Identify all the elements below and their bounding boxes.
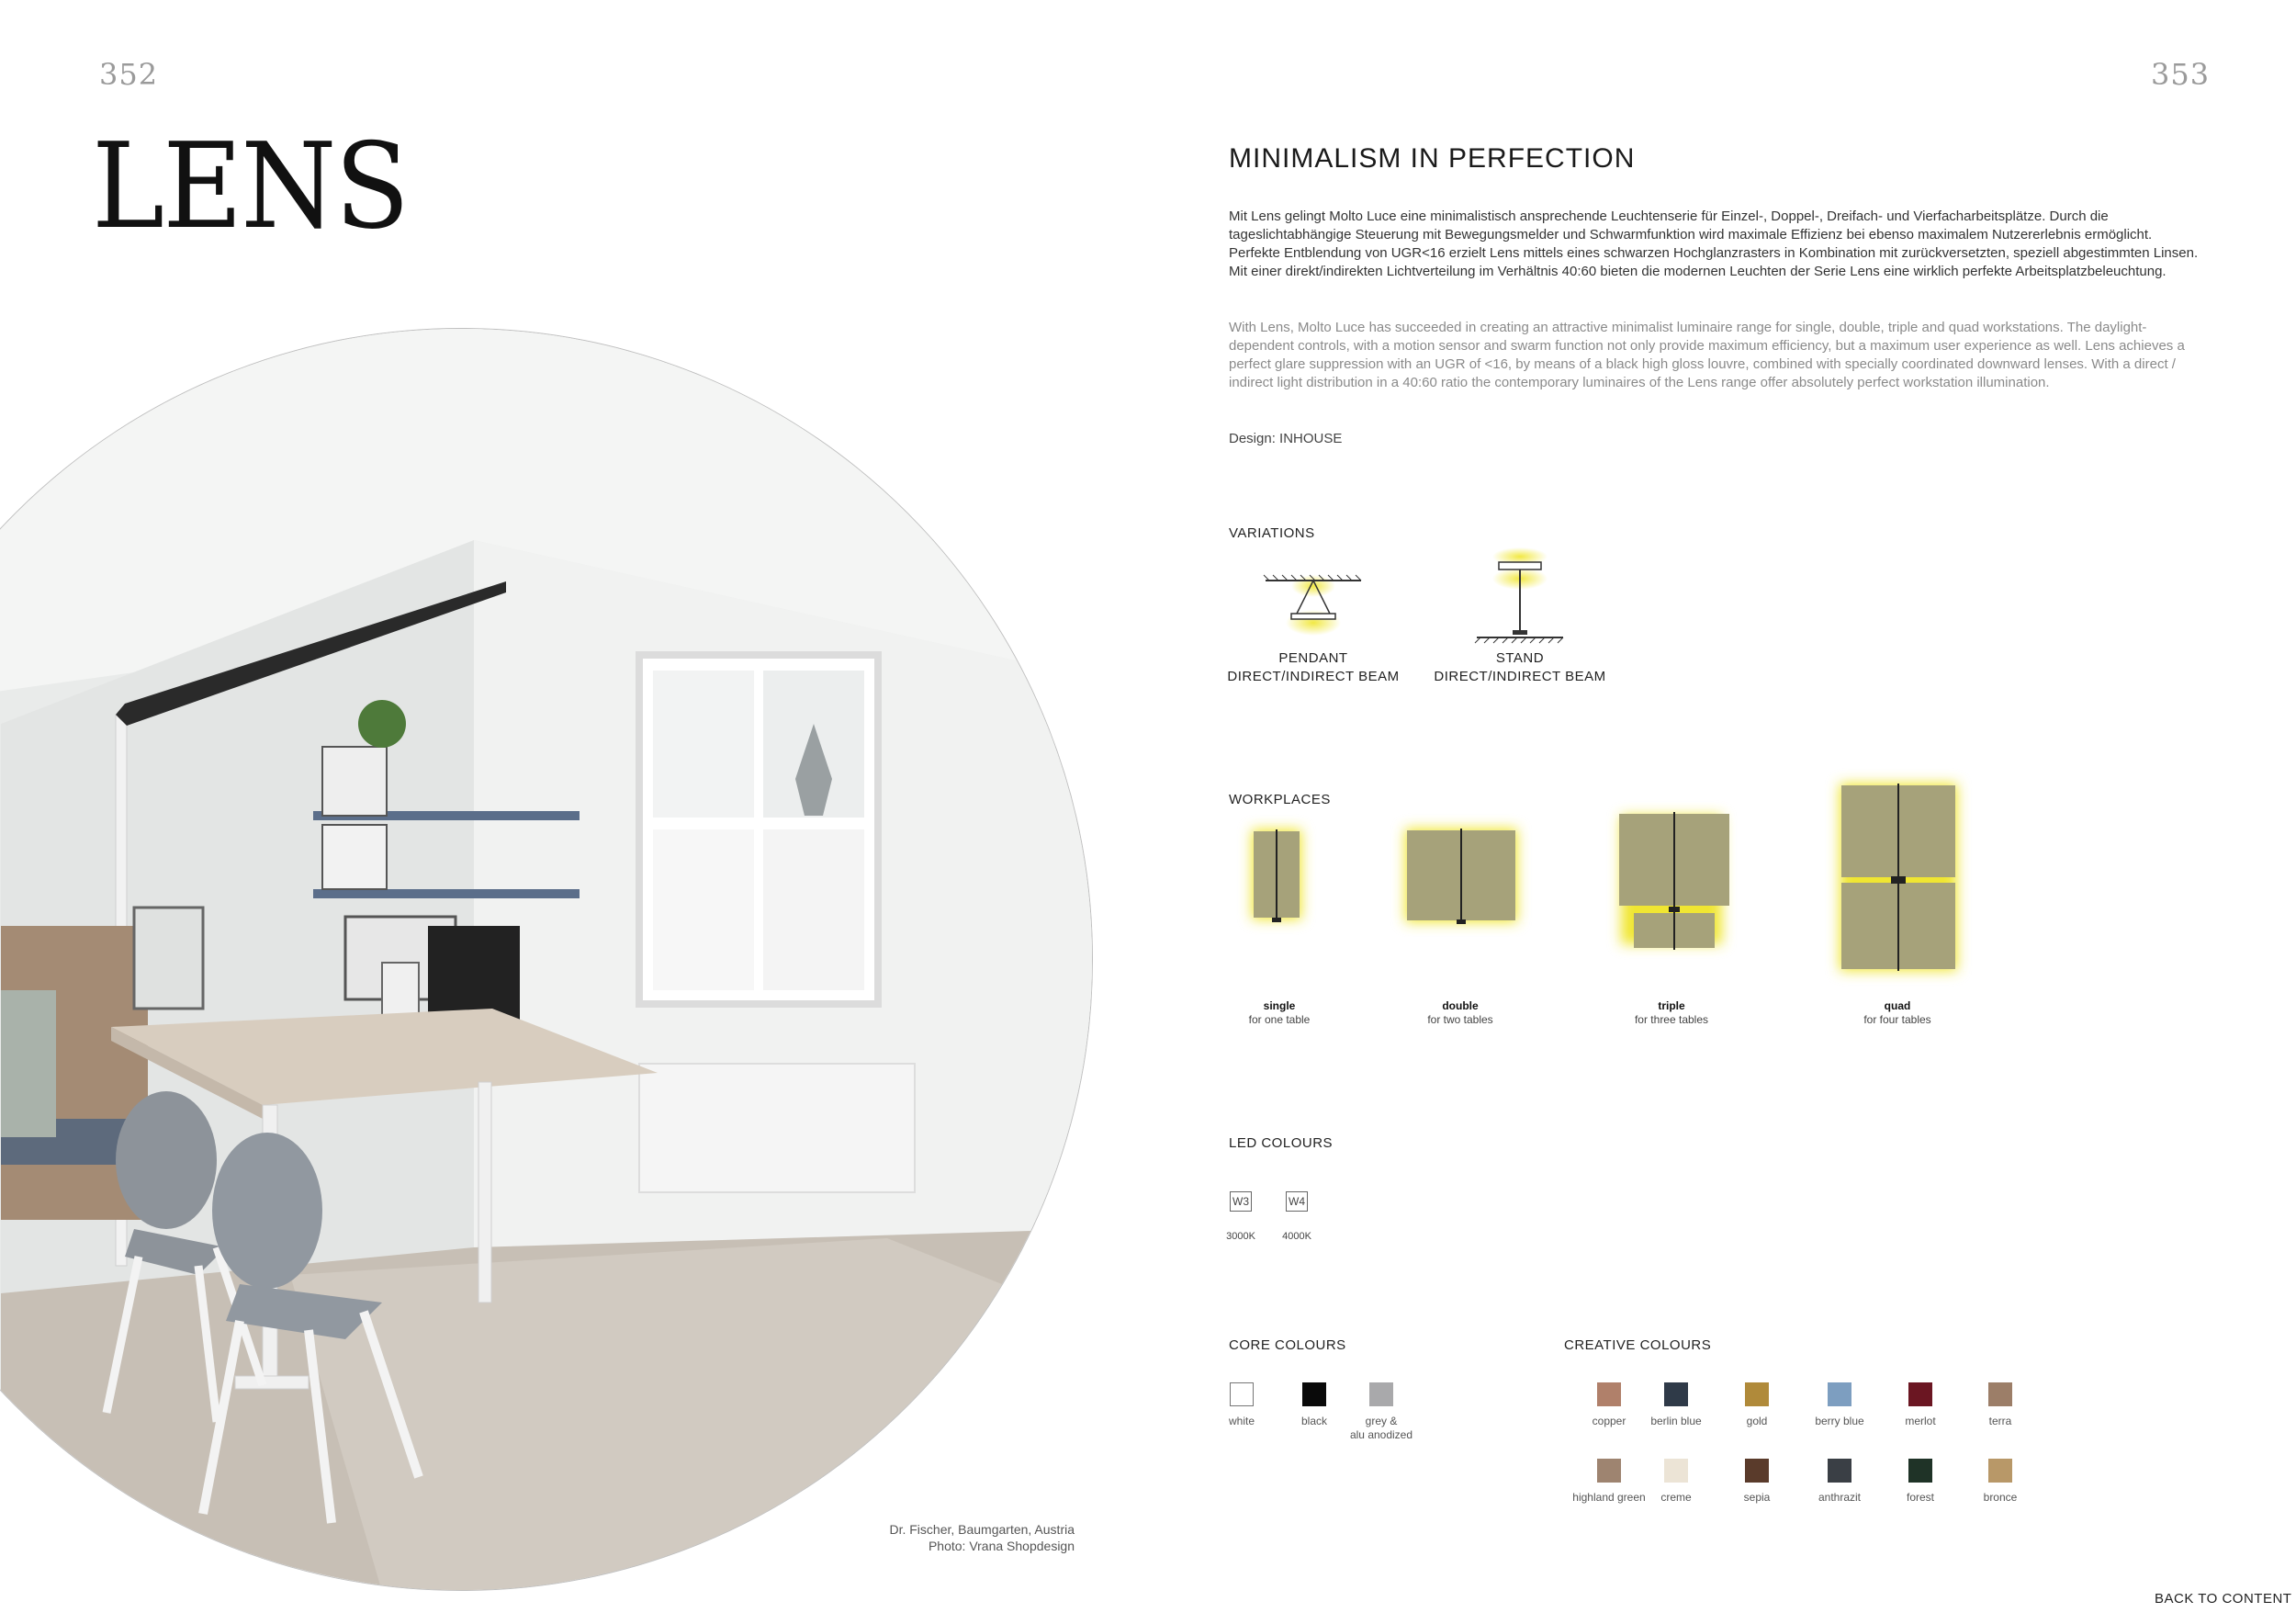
swatch-berlin-blue	[1664, 1382, 1688, 1406]
swatch-sepia	[1745, 1459, 1769, 1483]
swatch-highland-green-label: highland green	[1572, 1491, 1646, 1504]
swatch-grey-alu-label	[1331, 1415, 1432, 1442]
swatch-creme-label: creme	[1660, 1491, 1692, 1504]
swatch-copper-label: copper	[1592, 1415, 1626, 1427]
creative-colours-heading: CREATIVE COLOURS	[1564, 1337, 1712, 1353]
workplace-triple-name: triple	[1658, 999, 1685, 1012]
core-colours-heading: CORE COLOURS	[1229, 1337, 1346, 1353]
design-credit: Design: INHOUSE	[1229, 431, 1343, 446]
variation-pendant-beam: DIRECT/INDIRECT BEAM	[1227, 669, 1400, 684]
workplace-double-desc: for two tables	[1427, 1013, 1493, 1026]
variation-stand-beam: DIRECT/INDIRECT BEAM	[1434, 669, 1606, 684]
swatch-berry-blue-label: berry blue	[1815, 1415, 1864, 1427]
swatch-berry-blue	[1828, 1382, 1851, 1406]
office-photo	[0, 328, 1093, 1591]
workplace-single-label	[1206, 999, 1353, 1027]
triple-workplace-icon	[1603, 799, 1740, 960]
workplace-quad-desc: for four tables	[1863, 1013, 1931, 1026]
swatch-copper	[1597, 1382, 1621, 1406]
variation-pendant-name: PENDANT	[1278, 650, 1348, 666]
swatch-terra	[1988, 1382, 2012, 1406]
double-workplace-icon	[1387, 808, 1534, 937]
caption-credit: Photo: Vrana Shopdesign	[928, 1539, 1075, 1553]
variation-pendant-label	[1221, 649, 1405, 686]
stand-lamp-icon	[1469, 547, 1570, 648]
led-w3-icon: W3	[1230, 1191, 1252, 1212]
single-workplace-icon	[1235, 813, 1318, 937]
swatch-bronce	[1988, 1459, 2012, 1483]
swatch-bronce-label: bronce	[1983, 1491, 2018, 1504]
swatch-grey-alu-label-line1: grey &	[1365, 1415, 1398, 1427]
workplace-quad-name: quad	[1884, 999, 1911, 1012]
swatch-white	[1230, 1382, 1254, 1406]
swatch-anthrazit	[1828, 1459, 1851, 1483]
swatch-sepia-label: sepia	[1743, 1491, 1771, 1504]
product-title: LENS	[92, 118, 409, 255]
pendant-lamp-icon	[1258, 568, 1368, 641]
swatch-gold-label: gold	[1746, 1415, 1768, 1427]
quad-workplace-icon	[1823, 767, 1975, 987]
page-number-right: 353	[2151, 57, 2211, 92]
swatch-merlot-label: merlot	[1905, 1415, 1936, 1427]
photo-caption	[781, 1521, 1075, 1554]
page-number-left: 352	[99, 57, 159, 92]
workplace-single-name: single	[1263, 999, 1296, 1012]
back-to-content-link[interactable]: BACK TO CONTENT	[2155, 1591, 2292, 1607]
led-w3-temp: 3000K	[1226, 1231, 1255, 1242]
swatch-black	[1302, 1382, 1326, 1406]
swatch-black-label: black	[1300, 1415, 1327, 1427]
workplace-quad-label	[1824, 999, 1971, 1027]
swatch-grey-alu-label-line2: alu anodized	[1349, 1428, 1413, 1441]
workplace-triple-label	[1598, 999, 1745, 1027]
section-heading: MINIMALISM IN PERFECTION	[1229, 143, 1636, 174]
variation-stand-label	[1428, 649, 1612, 686]
swatch-anthrazit-label: anthrazit	[1818, 1491, 1862, 1504]
swatch-berlin-blue-label: berlin blue	[1650, 1415, 1702, 1427]
swatch-forest	[1908, 1459, 1932, 1483]
led-w4-temp: 4000K	[1282, 1231, 1311, 1242]
led-w4-icon: W4	[1286, 1191, 1308, 1212]
workplace-double-label	[1387, 999, 1534, 1027]
swatch-terra-label: terra	[1988, 1415, 2012, 1427]
led-colours-heading: LED COLOURS	[1229, 1135, 1334, 1151]
variations-heading: VARIATIONS	[1229, 525, 1315, 541]
swatch-grey-alu	[1369, 1382, 1393, 1406]
workplace-single-desc: for one table	[1248, 1013, 1311, 1026]
description-german: Mit Lens gelingt Molto Luce eine minimalistisch ansprechende Leuchtenserie für Einzel-, Doppel-, Dreifach- und Vierfacharbeitsplätze. Durch die tageslichtabhängige Steuerung mit Bewegungsmelder und Schwarmfunktion wird maximale Effizienz bei ebenso maximalem Nutzererlebnis ermöglicht. Perfekte Entblendung von UGR<16 erzielt Lens mittels eines schwarzen Hochglanzrasters in Kombination mit zurückversetzten, speziell abgestimmten Linsen. Mit einer direkt/indirekten Lichtverteilung im Verhältnis 40:60 bieten die modernen Leuchten der Serie Lens eine wirklich perfekte Arbeitsplatzbeleuchtung.	[1229, 209, 2199, 279]
swatch-creme	[1664, 1459, 1688, 1483]
variation-stand-name: STAND	[1495, 650, 1545, 666]
caption-location: Dr. Fischer, Baumgarten, Austria	[889, 1522, 1075, 1537]
swatch-highland-green	[1597, 1459, 1621, 1483]
swatch-merlot	[1908, 1382, 1932, 1406]
swatch-gold	[1745, 1382, 1769, 1406]
swatch-forest-label: forest	[1906, 1491, 1934, 1504]
workplace-triple-desc: for three tables	[1634, 1013, 1709, 1026]
description-english: With Lens, Molto Luce has succeeded in creating an attractive minimalist luminaire range for single, double, triple and quad workstations. The daylight-dependent controls, with a motion sensor and swarm function not only provide maximum efficiency, but a maximum user experience as well. Lens achieves a perfect glare suppression with an UGR of <16, by means of a black high gloss louvre, combined with specially coordinated downward lenses. With a direct / indirect light distribution in a 40:60 ratio the contemporary luminaires of the Lens range offer absolutely perfect workstation illumination.	[1229, 320, 2185, 390]
workplaces-heading: WORKPLACES	[1229, 792, 1331, 807]
workplace-double-name: double	[1442, 999, 1479, 1012]
swatch-white-label: white	[1228, 1415, 1255, 1427]
